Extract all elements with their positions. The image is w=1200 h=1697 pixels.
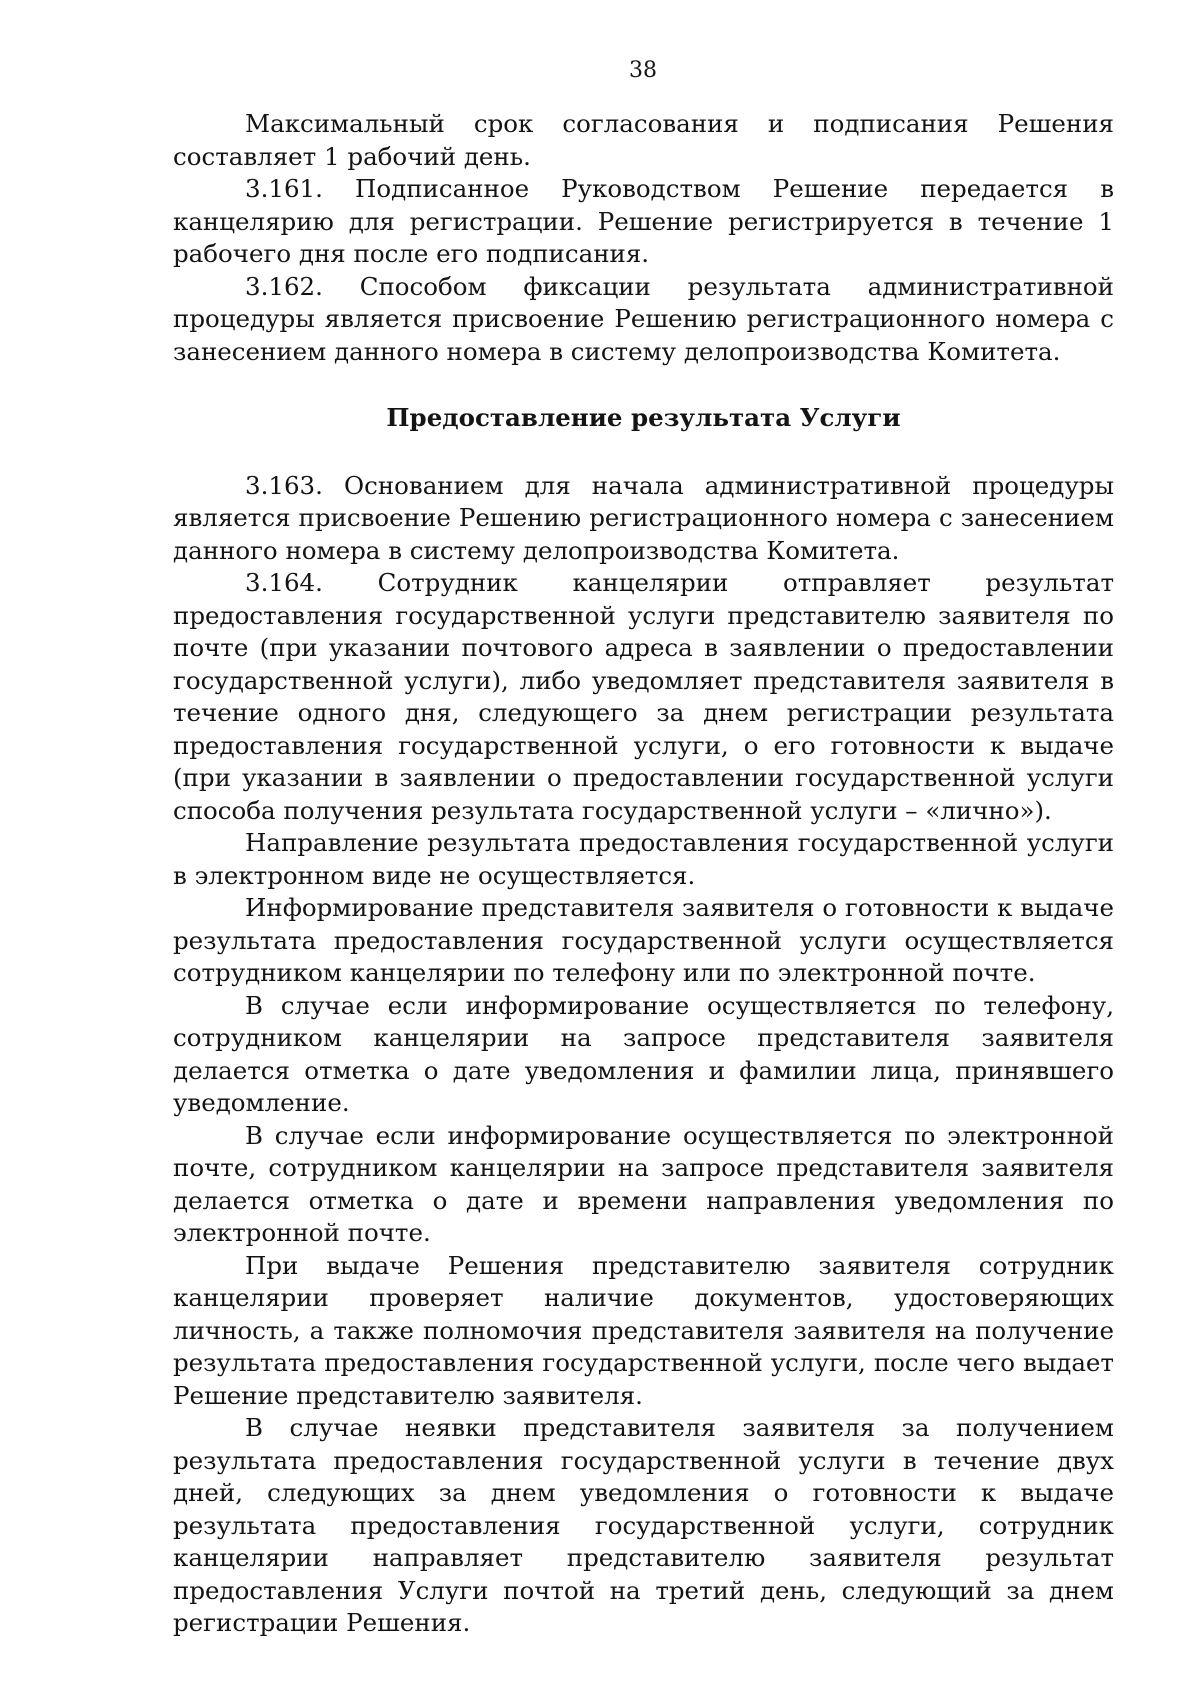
paragraph-3-162: 3.162. Способом фиксации результата административной процедуры является присвоение Решению регистрационного номера с занесением данного номера в систему делопроизводства Комитета. xyxy=(173,271,1114,366)
paragraph-phone-notice: В случае если информирование осуществляется по телефону, сотрудником канцелярии на запросе представителя заявителя делается отметка о дате уведомления и фамилии лица, принявшего уведомление. xyxy=(173,990,1114,1117)
paragraph-electronic-form: Направление результата предоставления государственной услуги в электронном виде не осуществляется. xyxy=(173,828,1114,890)
paragraph-3-161: 3.161. Подписанное Руководством Решение передается в канцелярию для регистрации. Решение регистрируется в течение 1 рабочего дня после его подписания. xyxy=(173,174,1114,268)
section-heading: Предоставление результата Услуги xyxy=(386,403,901,432)
paragraph-non-appearance: В случае неявки представителя заявителя за получением результата предоставления государственной услуги в течение двух дней, следующих за днем уведомления о готовности к выдаче результата предоставления государственной услуги, сотрудник канцелярии направляет представителю заявителя результат предоставления Услуги почтой на третий день, следующий за днем регистрации Решения. xyxy=(173,1413,1114,1637)
paragraph-3-163: 3.163. Основанием для начала административной процедуры является присвоение Решению регистрационного номера с занесением данного номера в систему делопроизводства Комитета. xyxy=(173,470,1114,565)
document-body xyxy=(173,108,1114,1640)
page-number: 38 xyxy=(629,58,657,83)
paragraph-email-notice: В случае если информирование осуществляется по электронной почте, сотрудником канцелярии на запросе представителя заявителя делается отметка о дате и времени направления уведомления по электронной почте. xyxy=(173,1120,1114,1247)
paragraph-informing: Информирование представителя заявителя о готовности к выдаче результата предоставления государственной услуги осуществляется сотрудником канцелярии по телефону или по электронной почте. xyxy=(173,893,1114,987)
paragraph-max-term: Максимальный срок согласования и подписания Решения составляет 1 рабочий день. xyxy=(173,109,1114,171)
paragraph-3-164: 3.164. Сотрудник канцелярии отправляет результат предоставления государственной услуги представителю заявителя по почте (при указании почтового адреса в заявлении о предоставлении государственной услуги), либо уведомляет представителя заявителя в течение одного дня, следующего за днем регистрации результата предоставления государственной услуги, о его готовности к выдаче (при указании в заявлении о предоставлении государственной услуги способа получения результата государственной услуги – «лично»). xyxy=(173,568,1114,825)
paragraph-issuing: При выдаче Решения представителю заявителя сотрудник канцелярии проверяет наличие документов, удостоверяющих личность, а также полномочия представителя заявителя на получение результата предоставления государственной услуги, после чего выдает Решение представителю заявителя. xyxy=(173,1250,1114,1410)
